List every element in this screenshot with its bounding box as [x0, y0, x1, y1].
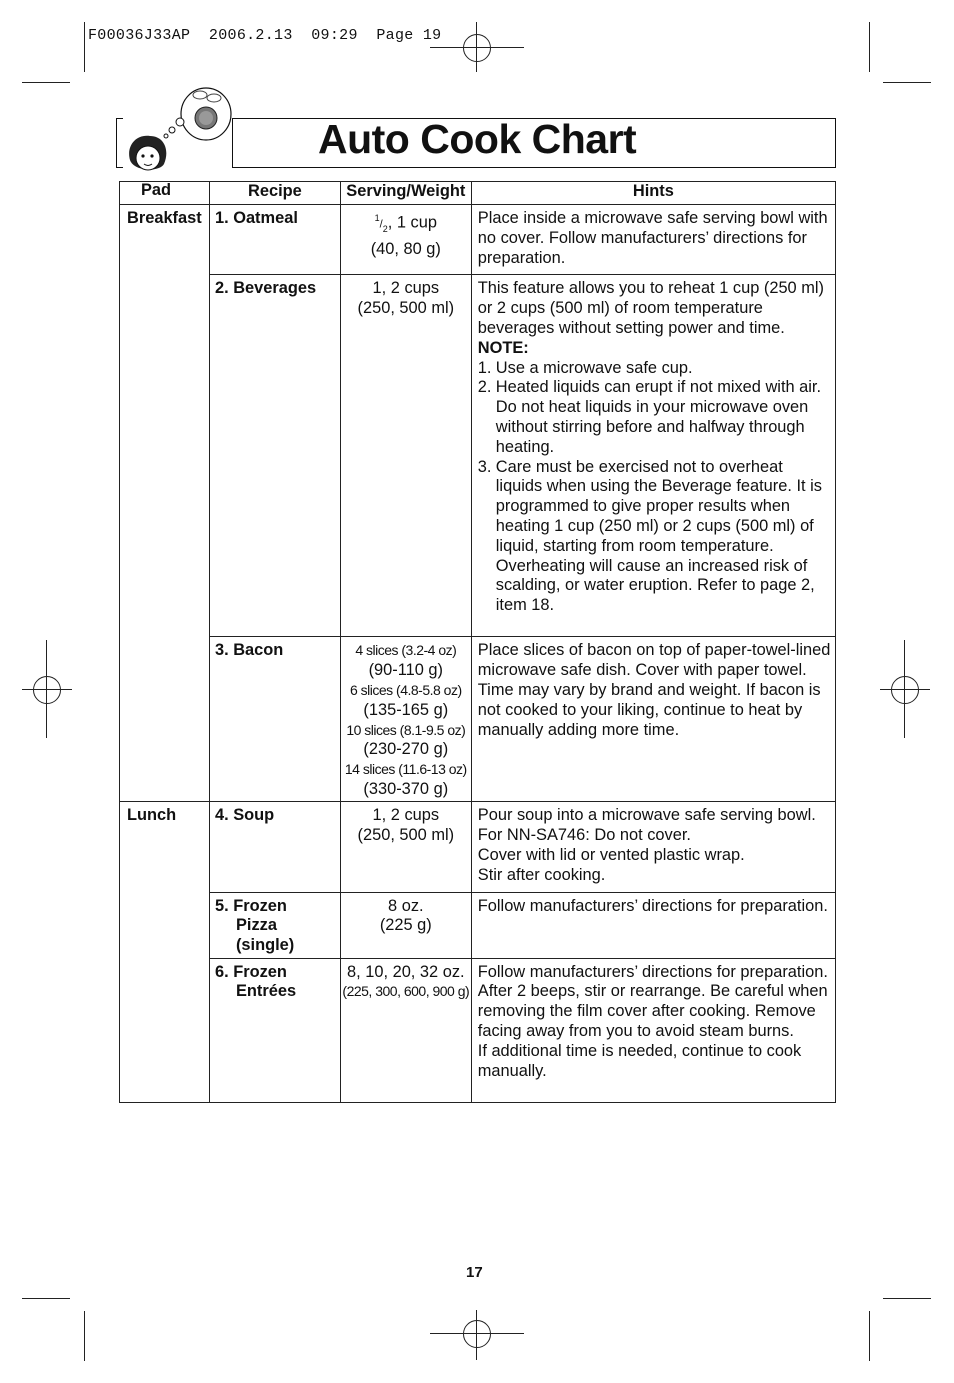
registration-mark-icon — [22, 689, 72, 690]
serving-cell: 4 slices (3.2-4 oz) (90-110 g) 6 slices (4.8-5.8 oz) (135-165 g) 10 slices (8.1-9.5 oz) (230-270 g) 14 slices (11.6-13 oz) (330-370 g) — [340, 637, 471, 802]
crop-mark — [84, 1311, 85, 1361]
serving-cell: 8, 10, 20, 32 oz. (225, 300, 600, 900 g) — [340, 958, 471, 1102]
table-row — [120, 802, 836, 892]
hint-cell: Pour soup into a microwave safe serving bowl. For NN-SA746: Do not cover. Cover with lid or vented plastic wrap. Stir after cooking. — [471, 802, 835, 892]
hint-cell — [471, 275, 835, 637]
header-hints: Hints — [471, 182, 835, 205]
registration-mark-icon — [476, 1310, 477, 1360]
registration-mark-icon — [880, 689, 930, 690]
pad-lunch: Lunch — [120, 802, 210, 1102]
hint-cell: Follow manufacturers’ directions for preparation. After 2 beeps, stir or rearrange. Be careful when removing the film cover after cooking. Remove facing away from you to avoid steam burns. If additional time is needed, continue to cook manually. — [471, 958, 835, 1102]
registration-mark-icon — [463, 34, 491, 62]
table-header-row — [120, 182, 836, 205]
registration-mark-icon — [463, 1320, 491, 1348]
crop-mark — [869, 22, 870, 72]
crop-mark — [84, 22, 85, 72]
pad-breakfast: Breakfast — [120, 205, 210, 802]
registration-mark-icon — [891, 676, 919, 704]
header-serving: Serving/Weight — [340, 182, 471, 205]
table-row — [120, 958, 836, 1102]
header-recipe: Recipe — [209, 182, 340, 205]
thinking-chef-icon — [118, 84, 238, 176]
registration-mark-icon — [430, 47, 524, 48]
crop-mark — [883, 82, 931, 83]
auto-cook-table — [119, 181, 836, 1103]
table-row — [120, 205, 836, 275]
crop-mark — [22, 1298, 70, 1299]
table-row — [120, 275, 836, 637]
print-slug: F00036J33AP 2006.2.13 09:29 Page 19 — [88, 27, 442, 44]
serving-cell: 1, 2 cups (250, 500 ml) — [340, 275, 471, 637]
table-row — [120, 637, 836, 802]
page-number: 17 — [466, 1264, 483, 1281]
crop-mark — [22, 82, 70, 83]
list-item: 2. Heated liquids can erupt if not mixed with air. Do not heat liquids in your microwave oven without stirring before and halfway through heating. — [477, 378, 822, 456]
hint-text: This feature allows you to reheat 1 cup (250 ml) or 2 cups (500 ml) of room temperature beverages without setting power and time. — [477, 279, 824, 337]
hint-cell: Place slices of bacon on top of paper-towel-lined microwave safe dish. Cover with paper towel. Time may vary by brand and weight. If bacon is not cooked to your liking, continue to heat by manually adding more time. — [471, 637, 835, 802]
crop-mark — [869, 1311, 870, 1361]
list-item: 3. Care must be exercised not to overheat liquids when using the Beverage feature. It is programmed to give proper results when heating 1 cup (250 ml) or 2 cups (500 ml) of liquid, starting from room temperature. Overheating will cause an increased risk of scalding, or water eruption. Refer to page 2, item 18. — [477, 457, 822, 615]
hint-cell: Place inside a microwave safe serving bowl with no cover. Follow manufacturers’ directions for preparation. — [471, 205, 835, 275]
recipe-cell: 6. Frozen Entrées — [209, 958, 340, 1102]
note-list — [478, 359, 831, 616]
recipe-cell: 3. Bacon — [209, 637, 340, 802]
recipe-cell: 1. Oatmeal — [209, 205, 340, 275]
note-label: NOTE: — [477, 338, 529, 357]
table-row — [120, 892, 836, 958]
recipe-cell: 4. Soup — [209, 802, 340, 892]
serving-cell: 1, 2 cups (250, 500 ml) — [340, 802, 471, 892]
serving-cell: $^1/_2$, 1 cup (40, 80 g) — [340, 205, 471, 275]
page-title: Auto Cook Chart — [318, 116, 637, 162]
header-pad: Pad — [120, 182, 210, 205]
registration-mark-icon — [430, 1333, 524, 1334]
hint-cell: Follow manufacturers’ directions for preparation. — [471, 892, 835, 958]
crop-mark — [883, 1298, 931, 1299]
recipe-cell: 5. Frozen Pizza (single) — [209, 892, 340, 958]
registration-mark-icon — [33, 676, 61, 704]
recipe-cell: 2. Beverages — [209, 275, 340, 637]
serving-cell: 8 oz. (225 g) — [340, 892, 471, 958]
list-item: 1. Use a microwave safe cup. — [477, 358, 693, 377]
